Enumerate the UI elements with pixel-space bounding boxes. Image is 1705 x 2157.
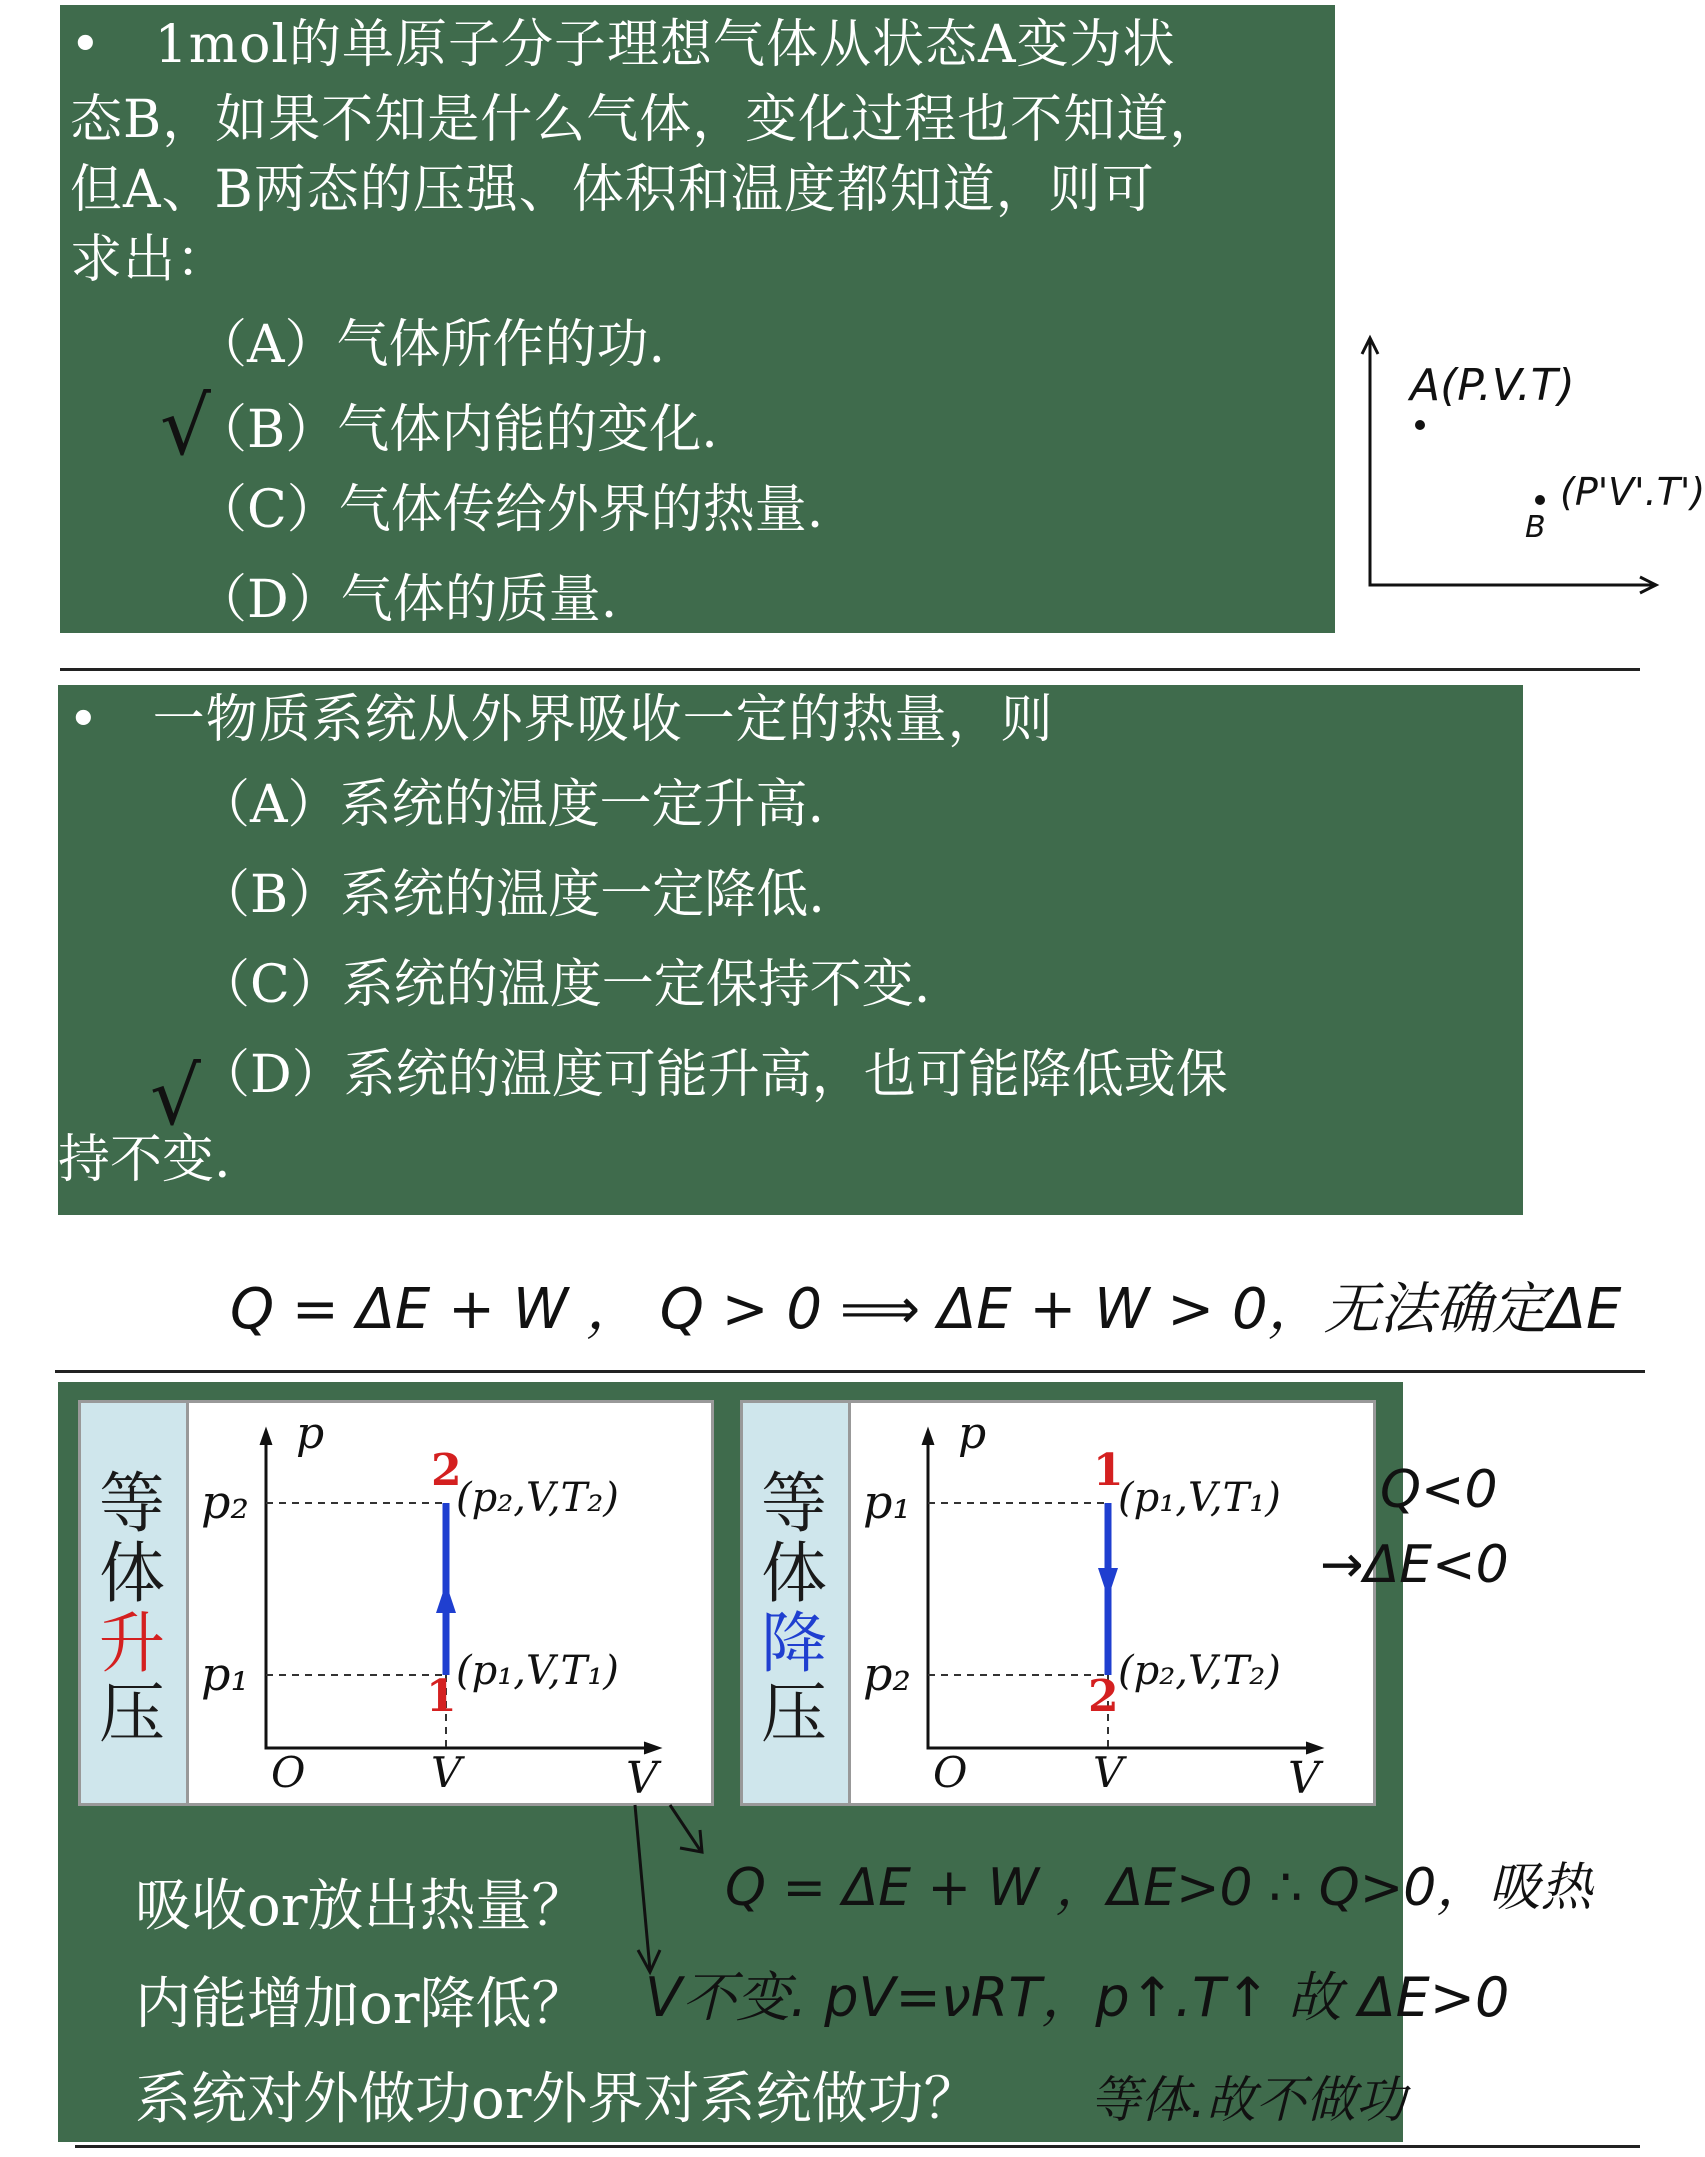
sketch-point-a: A(P.V.T)	[1410, 360, 1575, 411]
right-state-num-bottom: 2	[1088, 1671, 1119, 1722]
question-work: 系统对外做功or外界对系统做功？	[135, 2067, 980, 2132]
question-2-panel	[58, 685, 1523, 1215]
right-p-lower: p₂	[863, 1647, 911, 1701]
q2-option-a: （A）系统的温度一定升高.	[198, 775, 825, 835]
side-note-de-negative: →ΔE<0	[1320, 1535, 1509, 1595]
isochoric-pressure-drop-diagram	[740, 1400, 1376, 1806]
side-note-q-negative: Q<0	[1380, 1460, 1498, 1520]
sketch-point-b: (P'V'.T')	[1560, 470, 1705, 514]
q1-line-2: 态B，如果不知是什么气体，变化过程也不知道，	[70, 90, 1223, 150]
left-label-char-2: 体	[99, 1535, 165, 1612]
q1-line-1: • 1mol的单原子分子理想气体从状态A变为状	[70, 15, 1176, 75]
q2-check-mark: √	[150, 1050, 201, 1143]
answer-internal-energy: V不变. pV=νRT，p↑.T↑ 故 ΔE>0	[645, 1966, 1510, 2029]
right-label-char-4: 压	[761, 1675, 827, 1752]
q1-option-a: （A）气体所作的功.	[195, 315, 666, 375]
q1-line-4: 求出：	[70, 230, 230, 290]
left-state-num-top: 2	[431, 1445, 462, 1496]
right-axis-v: V	[1288, 1753, 1320, 1804]
question-heat: 吸收or放出热量？	[135, 1874, 588, 1939]
q1-option-d: （D）气体的质量.	[195, 570, 618, 630]
right-tick-v: V	[1093, 1748, 1124, 1797]
note-first-law: Q = ΔE + W ， Q > 0 ⟹ ΔE + W > 0，无法确定ΔE	[230, 1277, 1622, 1342]
right-p-upper: p₁	[863, 1475, 911, 1529]
question-internal-energy: 内能增加or降低？	[135, 1972, 588, 2037]
divider-1	[60, 668, 1640, 671]
left-state-num-bottom: 1	[426, 1671, 457, 1722]
answer-heat: Q = ΔE + W ，ΔE>0 ∴ Q>0，吸热	[725, 1858, 1593, 1918]
q1-line-3: 但A、B两态的压强、体积和温度都知道，则可	[70, 160, 1155, 220]
q2-option-d: （D）系统的温度可能升高，也可能降低或保	[198, 1045, 1228, 1105]
left-p-upper: p₂	[201, 1475, 249, 1529]
right-state-top: (p₁,V,T₁)	[1118, 1475, 1281, 1521]
q2-option-c: （C）系统的温度一定保持不变.	[198, 955, 931, 1015]
divider-2	[55, 1370, 1645, 1373]
right-state-num-top: 1	[1093, 1445, 1124, 1496]
isochoric-pressure-rise-diagram	[78, 1400, 714, 1806]
right-axis-p: p	[958, 1408, 987, 1459]
question-1-panel	[60, 5, 1335, 633]
left-p-lower: p₁	[201, 1647, 249, 1701]
left-tick-v: V	[431, 1748, 462, 1797]
left-state-top: (p₂,V,T₂)	[456, 1475, 619, 1521]
right-label-char-2: 体	[761, 1535, 827, 1612]
right-state-bottom: (p₂,V,T₂)	[1118, 1648, 1281, 1694]
hand-arrows	[620, 1790, 740, 1980]
left-axis-v: V	[626, 1753, 658, 1804]
q1-option-b: （B）气体内能的变化.	[195, 400, 718, 460]
left-label-char-4: 压	[99, 1675, 165, 1752]
left-state-bottom: (p₁,V,T₁)	[456, 1648, 619, 1694]
divider-3	[75, 2145, 1640, 2148]
q1-option-c: （C）气体传给外界的热量.	[195, 480, 824, 540]
sketch-point-b-label: B	[1525, 510, 1546, 545]
q2-line: • 一物质系统从外界吸收一定的热量，则	[68, 690, 1054, 750]
left-diagram-label	[81, 1403, 189, 1803]
right-label-char-1: 等	[761, 1465, 827, 1542]
left-origin: O	[271, 1748, 306, 1797]
right-label-char-3: 降	[761, 1605, 827, 1682]
answer-work: 等体.故不做功	[1090, 2071, 1406, 2129]
q2-option-b: （B）系统的温度一定降低.	[198, 865, 825, 925]
q1-check-mark: √	[160, 380, 211, 473]
left-label-char-1: 等	[99, 1465, 165, 1542]
right-diagram-label	[743, 1403, 851, 1803]
q2-option-d-cont: 持不变.	[58, 1130, 231, 1190]
right-origin: O	[933, 1748, 968, 1797]
left-label-char-3: 升	[99, 1605, 165, 1682]
left-axis-p: p	[296, 1408, 325, 1459]
